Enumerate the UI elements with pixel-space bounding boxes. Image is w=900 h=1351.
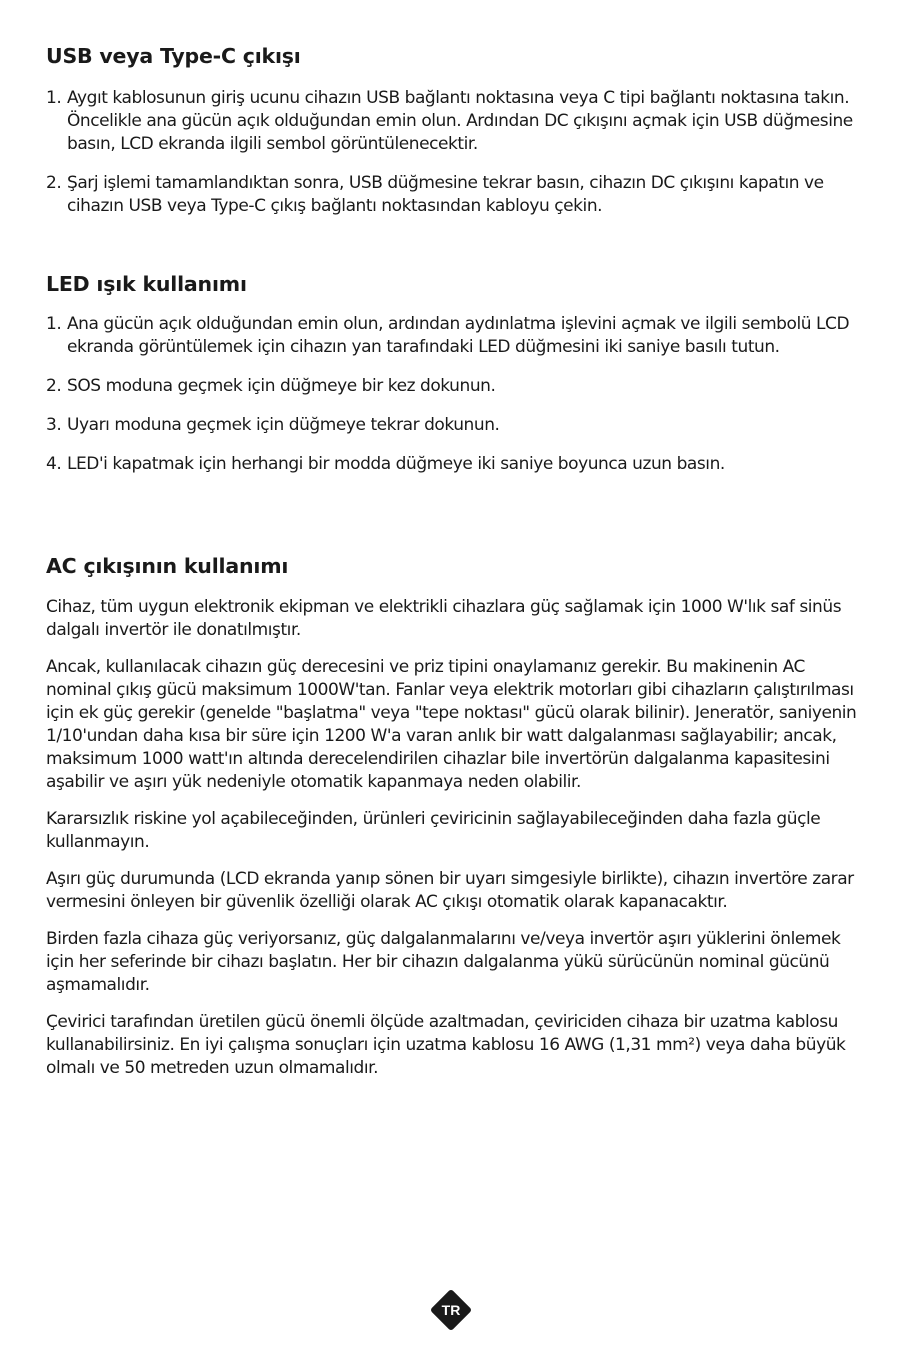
- list-number: 2.: [46, 376, 62, 396]
- paragraph: Çevirici tarafından üretilen gücü önemli ölçüde azaltmadan, çeviriciden cihaza bir uzatma kablosu kullanabilirsiniz. En iyi çalışma sonuçları için uzatma kablosu 16 AWG (1,31 mm²) veya daha büyük olmalı ve 50 metreden uzun olmamalıdır.: [46, 1012, 846, 1078]
- list-text: Şarj işlemi tamamlandıktan sonra, USB düğmesine tekrar basın, cihazın DC çıkışını kapatın ve cihazın USB veya Type-C çıkış bağlantı noktasından kabloyu çekin.: [67, 173, 824, 216]
- led-section-title: LED ışık kullanımı: [46, 272, 247, 296]
- paragraph: Birden fazla cihaza güç veriyorsanız, güç dalgalanmalarını ve/veya invertör aşırı yüklerini önlemek için her seferinde bir cihazı başlatın. Her bir cihazın dalgalanma yükü sürücünün nominal gücünü aşmamalıdır.: [46, 929, 841, 995]
- list-item: [46, 414, 862, 437]
- list-number: 3.: [46, 415, 62, 435]
- list-text: LED'i kapatmak için herhangi bir modda düğmeye iki saniye boyunca uzun basın.: [67, 454, 725, 474]
- paragraph: Cihaz, tüm uygun elektronik ekipman ve elektrikli cihazlara güç sağlamak için 1000 W'lık saf sinüs dalgalı invertör ile donatılmıştır.: [46, 597, 842, 640]
- language-code: TR: [441, 1302, 461, 1318]
- ac-section-body: [46, 596, 862, 1094]
- list-item: [46, 313, 862, 359]
- paragraph: Kararsızlık riskine yol açabileceğinden, ürünleri çeviricinin sağlayabileceğinden daha fazla güçle kullanmayın.: [46, 809, 821, 852]
- paragraph: Aşırı güç durumunda (LCD ekranda yanıp sönen bir uyarı simgesiyle birlikte), cihazın invertöre zarar vermesini önleyen bir güvenlik özelliği olarak AC çıkışı otomatik olarak kapanacaktır.: [46, 869, 854, 912]
- list-text: SOS moduna geçmek için düğmeye bir kez dokunun.: [67, 376, 496, 396]
- list-text: Uyarı moduna geçmek için düğmeye tekrar dokunun.: [67, 415, 500, 435]
- list-item: [46, 87, 862, 156]
- usb-section-title: USB veya Type-C çıkışı: [46, 44, 301, 68]
- list-item: [46, 453, 862, 476]
- paragraph: Ancak, kullanılacak cihazın güç derecesini ve priz tipini onaylamanız gerekir. Bu makinenin AC nominal çıkış gücü maksimum 1000W'tan. Fanlar veya elektrik motorları gibi cihazların çalıştırılması için ek güç gerekir (genelde "başlatma" veya "tepe noktası" gücü olarak bilinir). Jeneratör, saniyenin 1/10'undan daha kısa bir süre için 1200 W'a varan anlık bir watt dalgalanması sağlayabilir; ancak, maksimum 1000 watt'ın altında derecelendirilen cihazlar bile invertörün dalgalanma kapasitesini aşabilir ve aşırı yük nedeniyle otomatik kapanmaya neden olabilir.: [46, 657, 857, 792]
- list-text: Ana gücün açık olduğundan emin olun, ardından aydınlatma işlevini açmak ve ilgili sembolü LCD ekranda görüntülemek için cihazın yan tarafındaki LED düğmesini iki saniye basılı tutun.: [67, 314, 850, 357]
- list-number: 2.: [46, 173, 62, 193]
- list-text: Aygıt kablosunun giriş ucunu cihazın USB bağlantı noktasına veya C tipi bağlantı noktasına takın. Öncelikle ana gücün açık olduğundan emin olun. Ardından DC çıkışını açmak için USB düğmesine basın, LCD ekranda ilgili sembol görüntülenecektir.: [67, 88, 853, 154]
- list-number: 4.: [46, 454, 62, 474]
- list-number: 1.: [46, 88, 62, 108]
- list-number: 1.: [46, 314, 62, 334]
- list-item: [46, 375, 862, 398]
- usb-steps-list: [46, 87, 862, 234]
- list-item: [46, 172, 862, 218]
- language-badge: [428, 1287, 474, 1333]
- led-steps-list: [46, 313, 862, 492]
- ac-section-title: AC çıkışının kullanımı: [46, 554, 289, 578]
